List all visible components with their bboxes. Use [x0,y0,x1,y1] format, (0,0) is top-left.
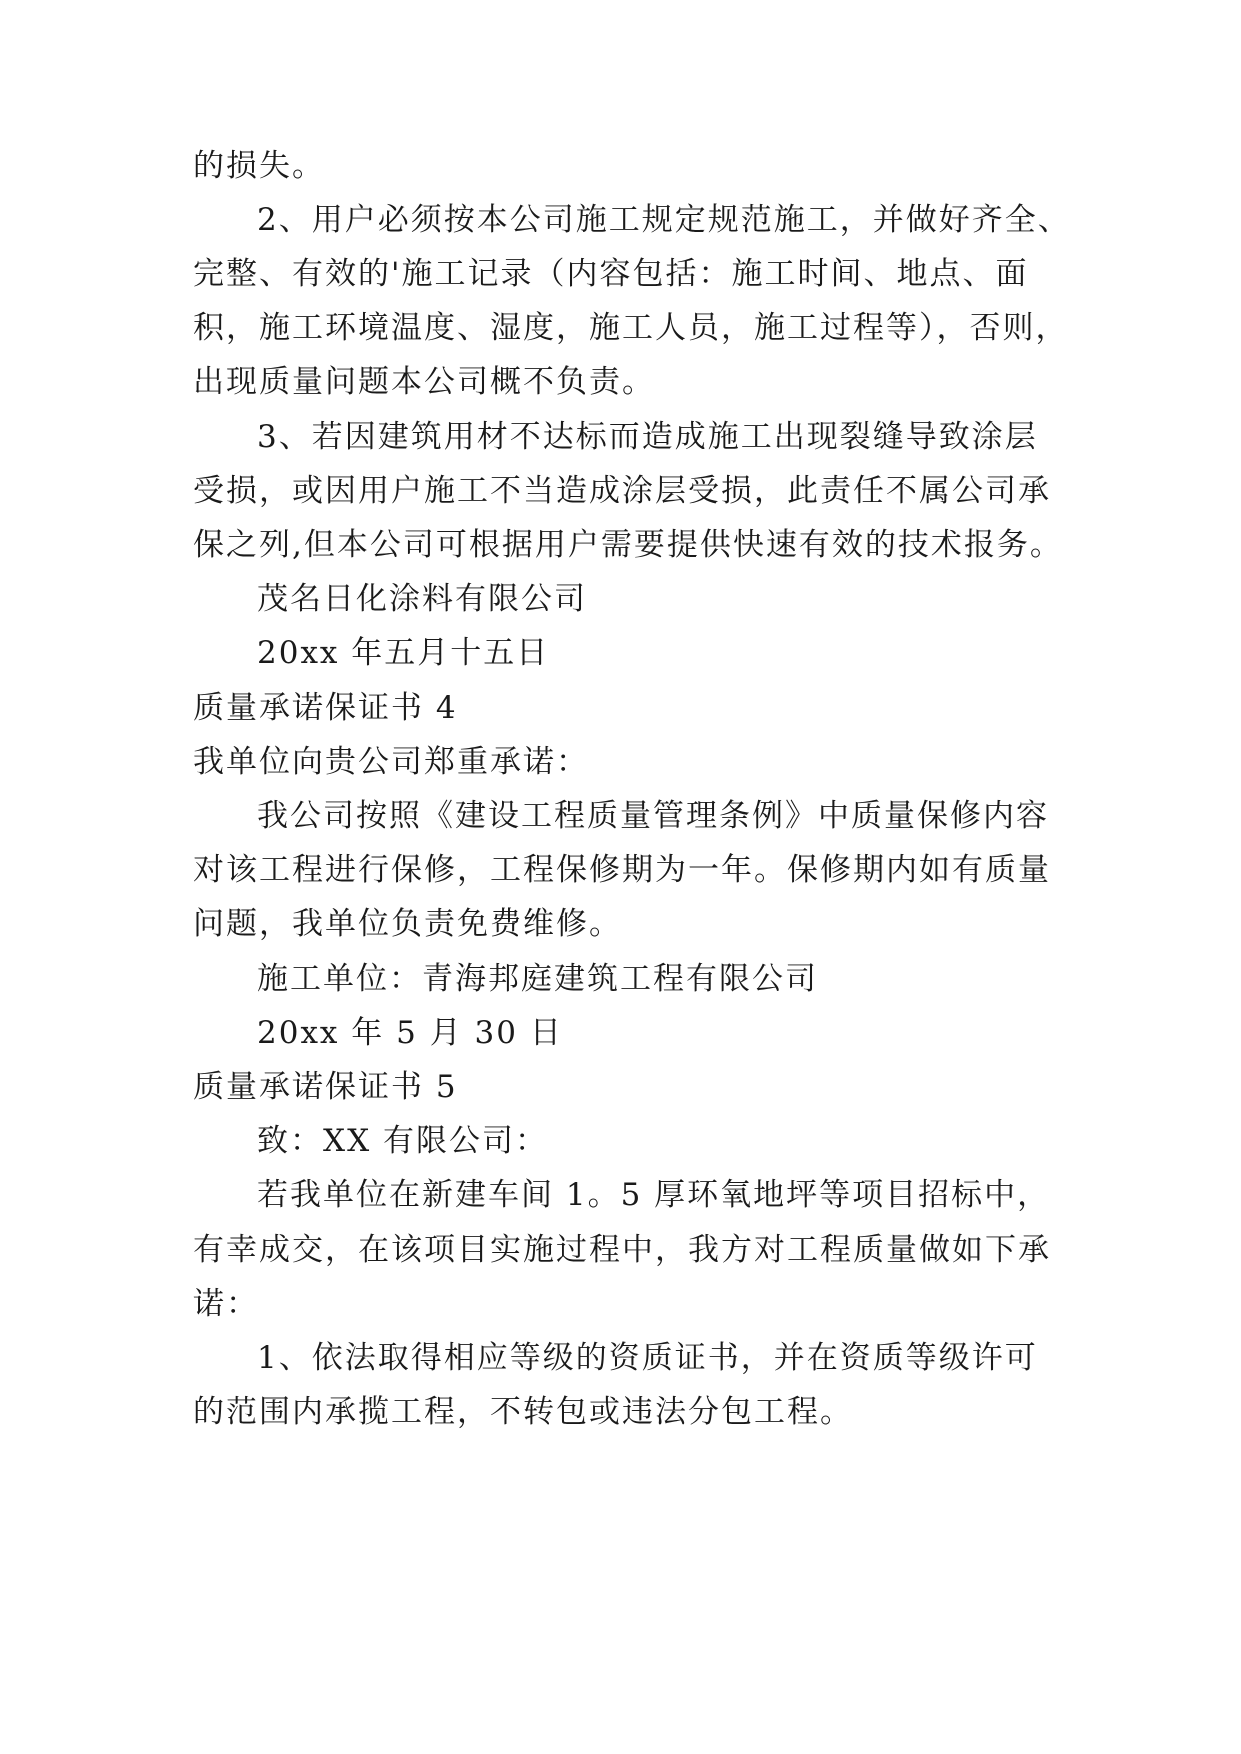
section-heading: 质量承诺保证书 5 [193,1069,458,1105]
signature-company: 施工单位：青海邦庭建筑工程有限公司 [257,961,818,997]
text-line: 出现质量问题本公司概不负责。 [193,364,655,400]
text-line: 有幸成交，在该项目实施过程中，我方对工程质量做如下承 [193,1232,1051,1268]
text-line: 2、用户必须按本公司施工规定规范施工，并做好齐全、 [257,202,1071,238]
text-line: 问题，我单位负责免费维修。 [193,906,622,942]
section-heading: 质量承诺保证书 4 [193,690,458,726]
signature-date: 20xx 年五月十五日 [257,635,550,671]
text-line: 若我单位在新建车间 1。5 厚环氧地坪等项目招标中， [257,1177,1051,1213]
signature-company: 茂名日化涂料有限公司 [257,581,587,617]
signature-date: 20xx 年 5 月 30 日 [257,1015,563,1051]
text-line: 完整、有效的'施工记录（内容包括：施工时间、地点、面 [193,256,1029,292]
text-line: 积，施工环境温度、湿度，施工人员，施工过程等），否则， [193,310,1069,346]
text-line: 保之列,但本公司可根据用户需要提供快速有效的技术报务。 [193,527,1063,563]
text-line: 1、依法取得相应等级的资质证书，并在资质等级许可 [257,1340,1038,1376]
text-line: 我公司按照《建设工程质量管理条例》中质量保修内容 [257,798,1049,834]
text-line: 3、若因建筑用材不达标而造成施工出现裂缝导致涂层 [257,419,1038,455]
text-line: 诺： [193,1286,259,1322]
text-line: 受损，或因用户施工不当造成涂层受损，此责任不属公司承 [193,473,1051,509]
text-line: 的损失。 [193,148,325,184]
text-line: 我单位向贵公司郑重承诺： [193,744,589,780]
text-line: 对该工程进行保修，工程保修期为一年。保修期内如有质量 [193,852,1051,888]
text-line: 致：XX 有限公司： [257,1123,548,1159]
text-line: 的范围内承揽工程，不转包或违法分包工程。 [193,1394,853,1430]
